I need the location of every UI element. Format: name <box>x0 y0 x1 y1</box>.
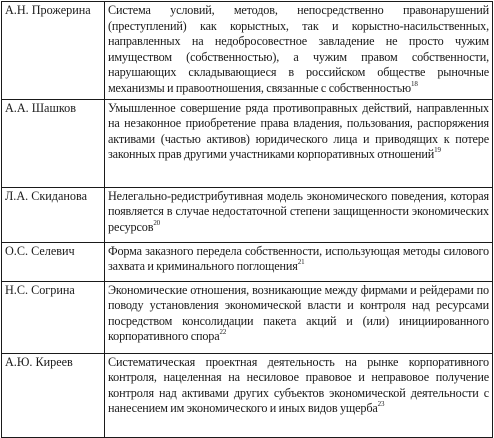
table-row <box>2 281 493 353</box>
definition-text: Нелегально-редистрибутивная модель экономического поведения, которая появляется в случае недостаточной степени защищенности экономических ресурсов <box>108 188 489 234</box>
definition-cell <box>105 353 493 437</box>
footnote-marker: 21 <box>297 258 305 267</box>
definition-cell <box>105 99 493 187</box>
table-row <box>2 187 493 242</box>
definitions-page <box>1 1 492 438</box>
footnote-marker: 23 <box>377 400 385 409</box>
definition-cell <box>105 242 493 281</box>
table-row <box>2 2 493 100</box>
definition-text: Форма заказного передела собственности, использующая методы силового захвата и криминального поглощения <box>108 243 489 274</box>
author-cell: Л.А. Скиданова <box>2 187 105 242</box>
author-cell: А.А. Шашков <box>2 99 105 187</box>
author-cell: А.Н. Прожерина <box>2 2 105 100</box>
definition-text: Умышленное совершение ряда противоправных действий, направленных на незаконное приобретение права владения, пользования, распоряжения активами (частью активов) юридического лица и приводящих к потере законных прав другими участниками корпоративных отношений <box>108 100 489 162</box>
author-cell: О.С. Селевич <box>2 242 105 281</box>
definition-cell <box>105 281 493 353</box>
definition-text: Экономические отношения, возникающие между фирмами и рейдерами по поводу установления экономической власти и контроля над ресурсами посредством консолидации пакета акций и (или) инициированного корпоративного спора <box>108 282 489 344</box>
definition-cell <box>105 187 493 242</box>
footnote-marker: 22 <box>219 328 227 337</box>
author-cell: А.Ю. Киреев <box>2 353 105 437</box>
table-row <box>2 99 493 187</box>
definition-cell <box>105 2 493 100</box>
footnote-marker: 19 <box>434 146 441 155</box>
author-cell: Н.С. Согрина <box>2 281 105 353</box>
footnote-marker: 18 <box>410 79 418 88</box>
table-row <box>2 353 493 437</box>
definitions-table <box>1 1 493 438</box>
definition-text: Система условий, методов, непосредственно правонарушений (преступлений) как корыстных, так и корыстно-насильственных, направленных на недобросовестное завладение не просто чужим имуществом (собственностью), а чужим правом собственности, нарушающих складывающиеся в российском обществе рыночные механизмы и правоотношения, связанные с собственностью <box>108 3 489 95</box>
table-row <box>2 242 493 281</box>
definition-text: Систематическая проектная деятельность на рынке корпоративного контроля, нацеленная на несиловое правовое и неправовое получение контроля над активами других субъектов экономической деятельности с нанесением им экономического и иных видов ущерба <box>108 354 489 416</box>
footnote-marker: 20 <box>153 218 161 227</box>
